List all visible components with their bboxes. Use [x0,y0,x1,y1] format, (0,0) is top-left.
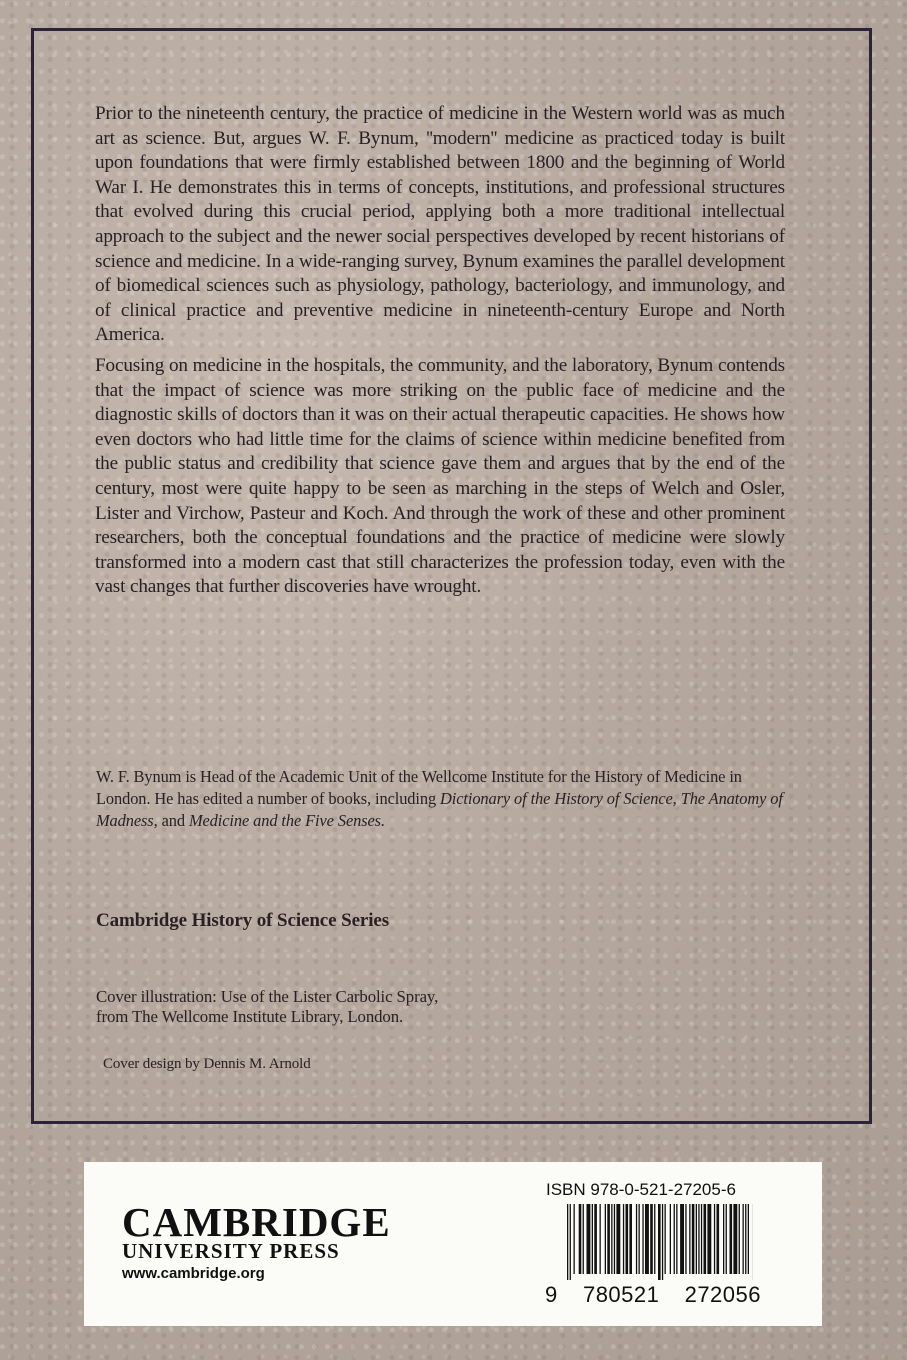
barcode-bar [654,1204,655,1274]
barcode-bar [623,1204,624,1274]
barcode-bar [743,1204,744,1274]
author-bio-separator: and [157,811,189,830]
barcode-bar [650,1204,653,1274]
barcode-bar [600,1204,601,1274]
barcode-bar [579,1204,582,1274]
barcode-bar [717,1204,720,1274]
publisher-url[interactable]: www.cambridge.org [122,1265,265,1282]
barcode-bar [680,1204,684,1274]
barcode-bar [594,1204,597,1274]
barcode-bar [723,1204,724,1274]
barcode-bar [574,1204,575,1274]
barcode-bar [607,1204,610,1274]
barcode-bar [701,1204,702,1274]
barcode-bar [674,1204,675,1274]
book-title-dictionary: Dictionary of the History of Science, [440,789,677,808]
barcode-bar [645,1204,649,1274]
barcode-bar [714,1204,715,1274]
barcode-digit-group-2: 272056 [684,1282,761,1307]
cover-design-credit: Cover design by Dennis M. Arnold [103,1056,311,1072]
barcode-digit-lead: 9 [545,1282,558,1307]
book-title-five-senses: Medicine and the Five Senses. [188,811,385,830]
barcode-bar [636,1204,637,1274]
book-title-anatomy-of-madness: The Anatomy of Madness, [96,789,783,830]
barcode-bar [583,1204,584,1274]
barcode-bar [629,1204,632,1274]
barcode-bar [670,1204,671,1274]
cover-illustration-credit [96,987,438,1027]
barcode-bar [665,1204,666,1274]
isbn-label: ISBN 978-0-521-27205-6 [546,1180,736,1199]
publisher-logo-name: CAMBRIDGE [122,1199,391,1245]
barcode-digits [545,1282,761,1308]
book-description [95,102,785,600]
barcode-bar [733,1204,737,1274]
author-bio [96,766,796,832]
barcode-bar [745,1204,746,1274]
barcode-bar [658,1204,661,1280]
barcode-bar [642,1204,643,1274]
barcode-bar [626,1204,629,1274]
barcode-bar [696,1204,697,1274]
publisher-logo-subtitle: UNIVERSITY PRESS [122,1239,340,1263]
barcode-bar [592,1204,593,1274]
description-paragraph-1: Prior to the nineteenth century, the practice of medicine in the Western world was as much art as science. But, argues W. F. Bynum, ''modern'' medicine as practiced today is built upon foundations that were firmly established between 1800 and the beginning of World War I. He demonstrates this in terms of concepts, institutions, and professional structures that evolved during this crucial period, applying both a more traditional intellectual approach to the subject and the newer social perspectives developed by recent historians of science and medicine. In a wide-ranging survey, Bynum examines the parallel development of biomedical sciences such as physiology, pathology, bacteriology, and immunology, and of clinical practice and preventive medicine in nineteenth-century Europe and North America. [95,103,785,346]
barcode-bar [567,1204,568,1280]
publisher-imprint-panel [84,1162,822,1326]
barcode-bar [698,1204,699,1274]
barcode-bar [611,1204,612,1274]
barcode-bar [685,1204,686,1274]
isbn-barcode [567,1204,753,1280]
author-bio-text: W. F. Bynum is Head of the Academic Unit of the Wellcome Institute for the History of Medicine in London. He has edited a number of books, including [96,767,742,808]
description-paragraph-2: Focusing on medicine in the hospitals, the community, and the laboratory, Bynum contends that the impact of science was more striking on the public face of medicine and the diagnostic skills of doctors than it was on their actual therapeutic capacities. He shows how even doctors who had little time for the claims of science within medicine benefited from the public status and credibility that science gave them and argues that by the end of the century, most were quite happy to be seen as marching in the steps of Welch and Osler, Lister and Virchow, Pasteur and Koch. And through the work of these and other prominent researchers, both the conceptual foundations and the practice of medicine were slowly transformed into a modern cast that still characterizes the profession today, even with the vast changes that further discoveries have wrought. [95,354,785,598]
barcode-bar [662,1204,663,1280]
barcode-bar [616,1204,620,1274]
barcode-bar [587,1204,591,1274]
cover-credit-line-1: Cover illustration: Use of the Lister Carbolic Spray, [96,987,439,1006]
barcode-bar [707,1204,711,1274]
barcode-bar [692,1204,695,1274]
barcode-bar [704,1204,707,1274]
series-title: Cambridge History of Science Series [96,910,390,931]
barcode-bar [614,1204,615,1274]
barcode-bar [605,1204,606,1274]
barcode-bar [726,1204,727,1274]
barcode-bar [570,1204,571,1280]
barcode-bar [739,1204,740,1274]
barcode-digit-group-1: 780521 [582,1282,660,1307]
barcode-bar [676,1204,677,1274]
barcode-bar [689,1204,690,1274]
barcode-bar [639,1204,640,1274]
barcode-bar [730,1204,733,1274]
barcode-bar [748,1204,749,1274]
cover-credit-line-2: from The Wellcome Institute Library, London. [96,1007,404,1026]
